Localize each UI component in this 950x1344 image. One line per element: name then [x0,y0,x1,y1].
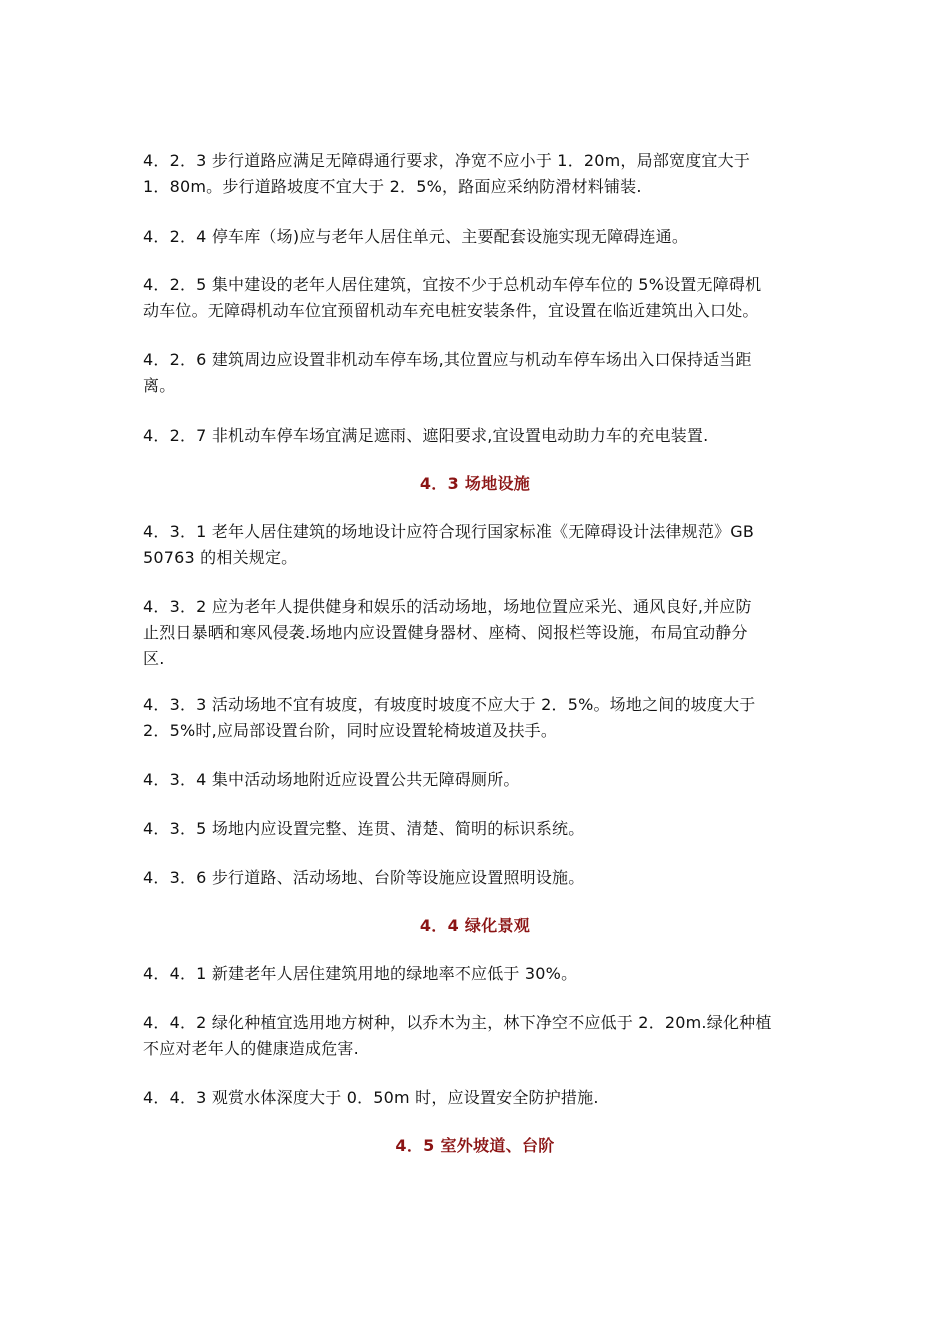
section-heading-4-4: 4．4 绿化景观 [419,916,531,935]
text-line: 4．2．4 停车库（场)应与老年人居住单元、主要配套设施实现无障碍连通。 [143,227,689,246]
text-line: 4．2．3 步行道路应满足无障碍通行要求，净宽不应小于 1．20m，局部宽度宜大于 [143,151,751,170]
text-line: 4．3．3 活动场地不宜有坡度，有坡度时坡度不应大于 2．5%。场地之间的坡度大于 [143,695,756,714]
paragraph-4-2-6 [143,347,813,399]
text-line: 4．3．1 老年人居住建筑的场地设计应符合现行国家标准《无障碍设计法律规范》GB [143,522,755,541]
paragraph-4-3-6 [143,865,813,891]
paragraph-4-3-3 [143,692,813,744]
text-line: 4．3．6 步行道路、活动场地、台阶等设施应设置照明设施。 [143,868,585,887]
text-line: 区. [143,649,165,668]
text-line: 1．80m。步行道路坡度不宜大于 2．5%，路面应采纳防滑材料铺装. [143,177,642,196]
text-line: 4．3．5 场地内应设置完整、连贯、清楚、简明的标识系统。 [143,819,585,838]
paragraph-4-4-1 [143,961,813,987]
text-line: 4．3．2 应为老年人提供健身和娱乐的活动场地，场地位置应采光、通风良好,并应防 [143,597,752,616]
text-line: 4．4．3 观赏水体深度大于 0．50m 时，应设置安全防护措施. [143,1088,599,1107]
paragraph-4-2-7 [143,423,813,449]
text-line: 4．2．5 集中建设的老年人居住建筑，宜按不少于总机动车停车位的 5%设置无障碍机 [143,275,762,294]
paragraph-4-4-2 [143,1010,813,1062]
paragraph-4-2-5 [143,272,813,324]
text-line: 不应对老年人的健康造成危害. [143,1039,359,1058]
section-heading-4-3: 4．3 场地设施 [419,474,531,493]
text-line: 4．2．7 非机动车停车场宜满足遮雨、遮阳要求,宜设置电动助力车的充电装置. [143,426,709,445]
text-line: 止烈日暴晒和寒风侵袭.场地内应设置健身器材、座椅、阅报栏等设施，布局宜动静分 [143,623,748,642]
section-heading-4-5: 4．5 室外坡道、台阶 [395,1136,555,1155]
paragraph-4-4-3 [143,1085,813,1111]
text-line: 动车位。无障碍机动车位宜预留机动车充电桩安装条件，宜设置在临近建筑出入口处。 [143,301,759,320]
paragraph-4-2-3 [143,148,813,200]
text-line: 4．2．6 建筑周边应设置非机动车停车场,其位置应与机动车停车场出入口保持适当距 [143,350,752,369]
paragraph-4-3-4 [143,767,813,793]
paragraph-4-3-1 [143,519,813,571]
text-line: 2．5%时,应局部设置台阶，同时应设置轮椅坡道及扶手。 [143,721,558,740]
text-line: 4．3．4 集中活动场地附近应设置公共无障碍厕所。 [143,770,520,789]
paragraph-4-3-2 [143,594,813,672]
text-line: 离。 [143,376,176,395]
text-line: 4．4．1 新建老年人居住建筑用地的绿地率不应低于 30%。 [143,964,578,983]
text-line: 50763 的相关规定。 [143,548,298,567]
paragraph-4-3-5 [143,816,813,842]
text-line: 4．4．2 绿化种植宜选用地方树种，以乔木为主，林下净空不应低于 2．20m.绿化种植 [143,1013,772,1032]
paragraph-4-2-4 [143,224,813,250]
